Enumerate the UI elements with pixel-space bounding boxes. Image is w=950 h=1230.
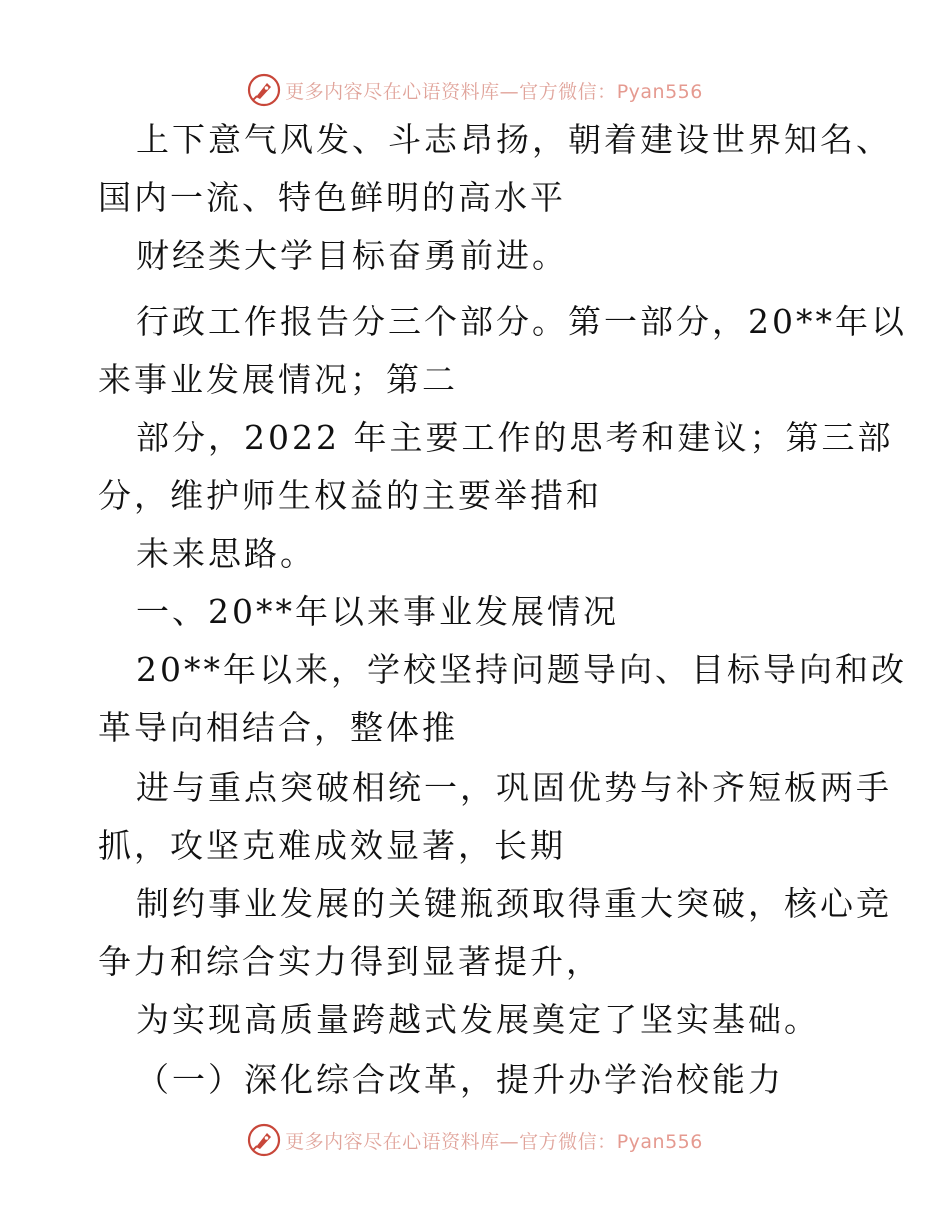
body-line: 争力和综合实力得到显著提升， — [98, 942, 602, 981]
body-line: 行政工作报告分三个部分。第一部分，20**年以 — [136, 302, 907, 341]
body-line: 来事业发展情况；第二 — [98, 360, 458, 399]
pen-nib-seal-icon — [247, 1123, 281, 1157]
body-line: 抓，攻坚克难成效显著，长期 — [98, 826, 566, 865]
body-line: 进与重点突破相统一，巩固优势与补齐短板两手 — [136, 768, 892, 807]
footer-watermark — [0, 1120, 950, 1160]
body-line: 分，维护师生权益的主要举措和 — [98, 476, 602, 515]
header-watermark — [0, 70, 950, 110]
body-line: 未来思路。 — [136, 534, 316, 573]
section-heading: 一、20**年以来事业发展情况 — [136, 592, 619, 631]
body-line: 革导向相结合，整体推 — [98, 708, 458, 747]
body-line: 国内一流、特色鲜明的高水平 — [98, 178, 566, 217]
body-line: 制约事业发展的关键瓶颈取得重大突破，核心竞 — [136, 884, 892, 923]
body-line: 20**年以来，学校坚持问题导向、目标导向和改 — [136, 650, 907, 689]
body-line: 为实现高质量跨越式发展奠定了坚实基础。 — [136, 1000, 820, 1039]
body-line: 部分，2022 年主要工作的思考和建议；第三部 — [136, 418, 894, 457]
pen-nib-seal-icon — [247, 73, 281, 107]
subsection-heading: （一）深化综合改革，提升办学治校能力 — [136, 1060, 784, 1099]
body-line: 财经类大学目标奋勇前进。 — [136, 236, 568, 275]
body-line: 上下意气风发、斗志昂扬，朝着建设世界知名、 — [136, 120, 892, 159]
watermark-text: 更多内容尽在心语资料库—官方微信：Pyan556 — [285, 80, 703, 103]
watermark-text: 更多内容尽在心语资料库—官方微信：Pyan556 — [285, 1130, 703, 1153]
